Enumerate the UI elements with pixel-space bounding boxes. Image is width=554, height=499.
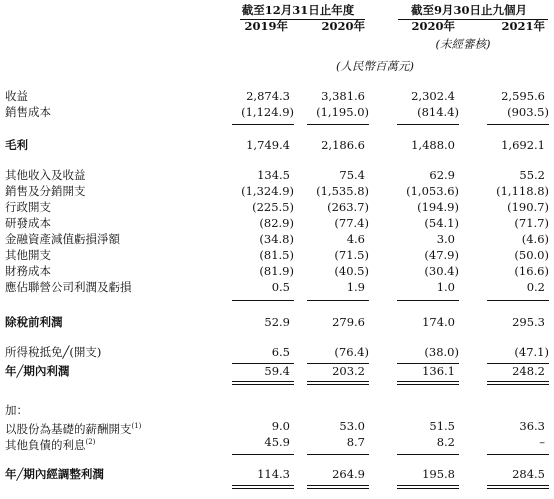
header-year-4: 2021年	[501, 19, 545, 33]
row-label: 年╱期內經調整利潤	[5, 467, 104, 481]
subtotal-rule	[232, 124, 294, 125]
row-value: (1,118.8)	[496, 184, 549, 198]
row-value: (16.6)	[514, 264, 549, 278]
total-rule	[232, 488, 294, 489]
row-value: (71.5)	[334, 248, 369, 262]
row-value: 62.9	[429, 168, 455, 182]
row-value: (76.4)	[334, 345, 369, 359]
footnote-marker: (2)	[85, 438, 96, 446]
row-value: 55.2	[519, 168, 545, 182]
row-value: 295.3	[512, 315, 545, 329]
row-value: –	[539, 435, 545, 449]
row-value: 3,381.6	[321, 89, 365, 103]
row-value: (81.9)	[259, 264, 294, 278]
row-value: 0.2	[526, 280, 545, 294]
subtotal-rule	[307, 454, 369, 455]
total-rule	[307, 384, 369, 385]
total-rule	[307, 485, 369, 486]
row-label: 財務成本	[5, 264, 51, 278]
row-value: 45.9	[264, 435, 290, 449]
row-value: 51.5	[429, 419, 455, 433]
total-rule	[397, 488, 459, 489]
row-value: 284.5	[512, 467, 545, 481]
row-value: (1,124.9)	[241, 105, 294, 119]
total-rule	[232, 485, 294, 486]
header-period-9m: 截至9月30日止九個月	[410, 3, 527, 17]
row-value: 3.0	[436, 232, 455, 246]
row-value: 1,488.0	[411, 138, 455, 152]
subtotal-rule	[397, 124, 459, 125]
total-rule	[487, 488, 549, 489]
row-value: (814.4)	[417, 105, 459, 119]
subtotal-rule	[487, 300, 549, 301]
row-label: 行政開支	[5, 200, 51, 214]
header-year-3: 2020年	[411, 19, 455, 33]
row-label: 所得稅抵免╱(開支)	[5, 345, 102, 359]
subtotal-rule	[232, 454, 294, 455]
row-value: 174.0	[422, 315, 455, 329]
row-value: 59.4	[264, 364, 290, 378]
row-value: 4.6	[346, 232, 365, 246]
header-unaudited: (未經審核)	[435, 37, 491, 51]
header-year-2: 2020年	[321, 19, 365, 33]
row-label: 應佔聯營公司利潤及虧損	[5, 280, 132, 294]
row-value: (47.9)	[424, 248, 459, 262]
subtotal-rule	[397, 454, 459, 455]
row-value: 134.5	[257, 168, 290, 182]
row-label: 銷售及分銷開支	[5, 184, 86, 198]
row-value: 53.0	[339, 419, 365, 433]
row-value: 1,692.1	[501, 138, 545, 152]
row-value: (71.7)	[514, 216, 549, 230]
row-value: 2,302.4	[411, 89, 455, 103]
row-value: 2,595.6	[501, 89, 545, 103]
total-rule	[232, 384, 294, 385]
total-rule	[397, 384, 459, 385]
row-label: 其他負債的利息$^{(2)}$	[5, 437, 96, 452]
row-value: (54.1)	[424, 216, 459, 230]
subtotal-rule	[307, 124, 369, 125]
header-year-1: 2019年	[244, 19, 288, 33]
total-rule	[397, 381, 459, 382]
total-rule	[487, 485, 549, 486]
row-value: 75.4	[339, 168, 365, 182]
row-value: 195.8	[422, 467, 455, 481]
header-period-fy: 截至12月31日止年度	[241, 3, 355, 17]
row-label: 毛利	[5, 138, 28, 152]
total-rule	[397, 485, 459, 486]
row-value: 8.7	[346, 435, 365, 449]
row-value: (1,195.0)	[316, 105, 369, 119]
total-rule	[307, 488, 369, 489]
row-value: 136.1	[422, 364, 455, 378]
row-value: (1,053.6)	[406, 184, 459, 198]
subtotal-rule	[307, 300, 369, 301]
row-label: 年╱期內利潤	[5, 364, 70, 378]
row-label: 其他開支	[5, 248, 51, 262]
row-value: (190.7)	[507, 200, 549, 214]
row-label: 收益	[5, 89, 28, 103]
row-value: (38.0)	[424, 345, 459, 359]
subtotal-rule	[397, 300, 459, 301]
row-value: 0.5	[271, 280, 290, 294]
row-label: 金融資產減值虧損淨額	[5, 232, 120, 246]
row-value: 8.2	[436, 435, 455, 449]
row-value: (50.0)	[514, 248, 549, 262]
row-value: (34.8)	[259, 232, 294, 246]
row-label: 其他收入及收益	[5, 168, 86, 182]
row-value: (4.6)	[521, 232, 549, 246]
row-value: 9.0	[271, 419, 290, 433]
row-value: 1.9	[346, 280, 365, 294]
total-rule	[487, 384, 549, 385]
row-value: 1.0	[436, 280, 455, 294]
row-value: (194.9)	[417, 200, 459, 214]
row-value: 114.3	[257, 467, 290, 481]
subtotal-rule	[232, 300, 294, 301]
row-value: 2,874.3	[246, 89, 290, 103]
row-value: (30.4)	[424, 264, 459, 278]
row-value: 248.2	[512, 364, 545, 378]
row-value: 279.6	[332, 315, 365, 329]
row-value: 1,749.4	[246, 138, 290, 152]
row-value: 6.5	[271, 345, 290, 359]
row-value: (225.5)	[252, 200, 294, 214]
header-currency: (人民幣百萬元)	[336, 59, 414, 73]
row-label: 銷售成本	[5, 105, 51, 119]
row-value: 36.3	[519, 419, 545, 433]
row-value: 264.9	[332, 467, 365, 481]
row-value: (81.5)	[259, 248, 294, 262]
row-value: (40.5)	[334, 264, 369, 278]
row-value: (1,535.8)	[316, 184, 369, 198]
row-value: 52.9	[264, 315, 290, 329]
subtotal-rule	[487, 124, 549, 125]
total-rule	[307, 381, 369, 382]
row-value: (263.7)	[327, 200, 369, 214]
row-label: 研發成本	[5, 216, 51, 230]
row-value: (903.5)	[507, 105, 549, 119]
footnote-marker: (1)	[131, 422, 142, 430]
row-label: 以股份為基礎的薪酬開支$^{(1)}$	[5, 421, 142, 436]
row-value: (82.9)	[259, 216, 294, 230]
row-value: 203.2	[332, 364, 365, 378]
total-rule	[232, 381, 294, 382]
subtotal-rule	[487, 454, 549, 455]
row-value: (1,324.9)	[241, 184, 294, 198]
total-rule	[487, 381, 549, 382]
row-label: 除稅前利潤	[5, 315, 63, 329]
row-value: (77.4)	[334, 216, 369, 230]
row-label: 加：	[5, 403, 28, 417]
row-value: 2,186.6	[321, 138, 365, 152]
row-value: (47.1)	[514, 345, 549, 359]
